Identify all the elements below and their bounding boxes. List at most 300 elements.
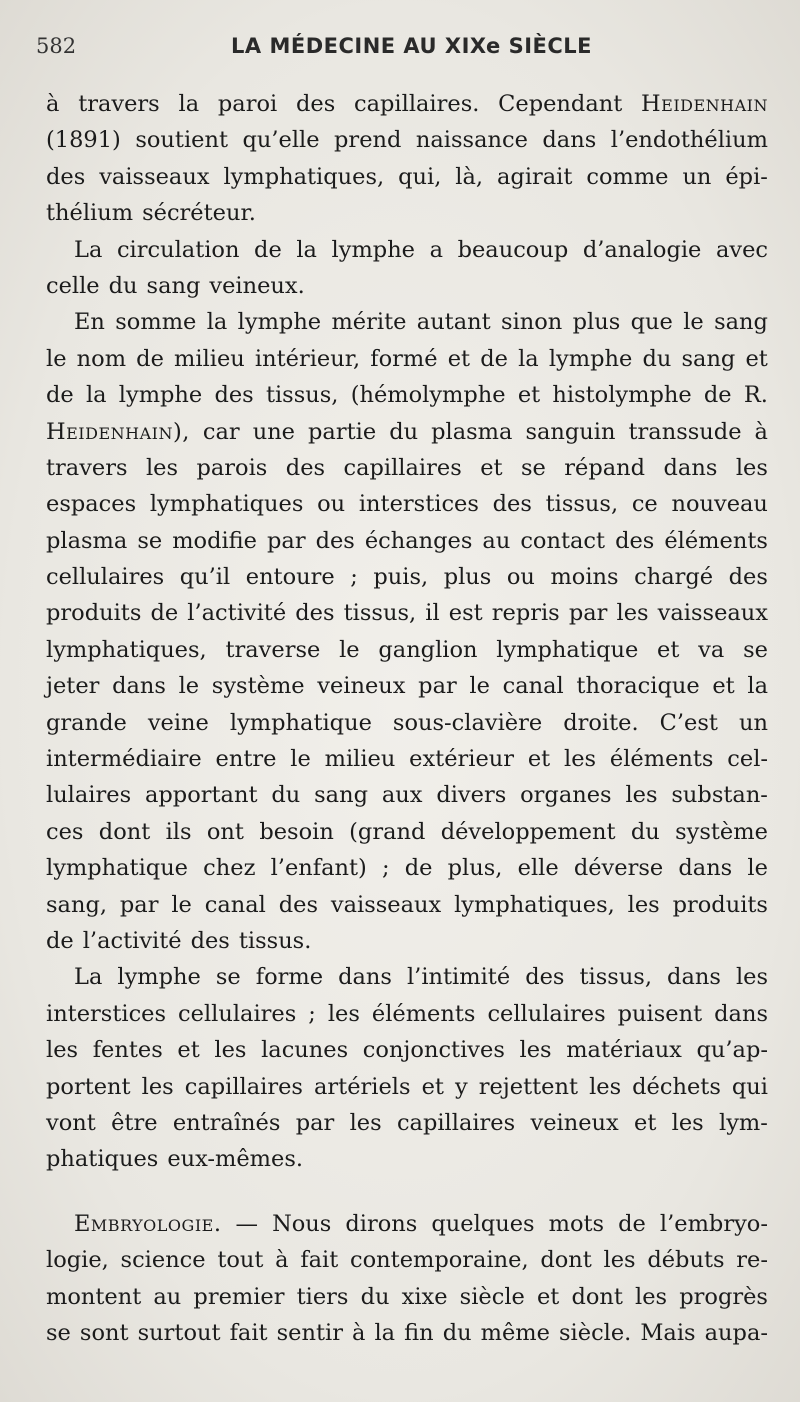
word: vaisseaux <box>330 891 442 918</box>
word: se <box>215 964 241 991</box>
word: veineux <box>317 673 406 700</box>
word: par <box>295 1109 335 1136</box>
word: du <box>642 345 672 372</box>
word: échanges <box>364 527 473 554</box>
word: dans <box>667 964 721 991</box>
word: eux-mêmes. <box>167 1146 304 1173</box>
word: dans <box>678 855 733 882</box>
word: plus <box>443 564 492 591</box>
word: la <box>518 345 539 372</box>
word: dans <box>714 1000 768 1027</box>
word: car <box>202 418 240 445</box>
word: ; <box>382 855 390 882</box>
word: dirons <box>345 1210 418 1237</box>
text-line <box>46 159 768 195</box>
word: les <box>145 454 179 481</box>
word: à <box>352 1319 366 1346</box>
word: soutient <box>135 127 228 154</box>
word: y <box>454 1073 468 1100</box>
word: sang <box>714 309 768 336</box>
word: sang <box>681 345 736 372</box>
word: parois <box>196 454 268 481</box>
word: par <box>119 891 159 918</box>
running-head <box>36 34 766 64</box>
word: lymphatiques <box>149 491 304 518</box>
word: les <box>141 1073 174 1100</box>
word: éléments <box>609 746 714 773</box>
word: mérite <box>331 309 407 336</box>
word: matériaux <box>566 1037 682 1064</box>
word: et <box>421 1073 444 1100</box>
word: Nous <box>272 1210 332 1237</box>
word: grande <box>46 709 127 736</box>
word: sentir <box>276 1319 343 1346</box>
word: vaisseaux <box>657 600 768 627</box>
word: lymphe <box>548 345 633 372</box>
text-line <box>46 195 768 231</box>
word: par <box>267 527 306 554</box>
word: les <box>616 600 649 627</box>
word: l’embryo- <box>659 1210 768 1237</box>
word: des <box>295 91 336 117</box>
word: plasma <box>46 527 128 554</box>
word: dans <box>542 127 597 154</box>
word: des <box>728 564 768 591</box>
word: les <box>635 1283 668 1310</box>
word: ; <box>308 1000 316 1027</box>
word: de <box>150 600 179 627</box>
word: et <box>177 1037 200 1064</box>
text-line <box>46 668 768 704</box>
word: rejettent <box>478 1073 579 1100</box>
word: La <box>74 236 103 263</box>
text-line <box>46 523 768 559</box>
word: se <box>46 1319 71 1346</box>
word: être <box>111 1109 158 1136</box>
word: sont <box>79 1319 129 1346</box>
word: des <box>278 891 318 918</box>
word: des <box>315 527 355 554</box>
word: divers <box>436 782 507 809</box>
word: système <box>211 673 305 700</box>
word: lym- <box>719 1109 768 1136</box>
word: lymphe <box>331 236 415 263</box>
word: Heidenhain), <box>46 418 190 445</box>
word: les <box>735 454 768 481</box>
text-line <box>46 1315 768 1351</box>
word: travers <box>46 454 128 481</box>
word: se <box>743 636 768 663</box>
word: dont <box>540 1247 592 1274</box>
text-line <box>46 122 768 158</box>
word: extérieur <box>409 746 515 773</box>
word: cel- <box>727 746 768 773</box>
word: apportant <box>144 782 258 809</box>
word: le <box>469 673 490 700</box>
word: interstices <box>358 491 479 518</box>
word: Heidenhain <box>641 91 768 117</box>
word: les <box>735 964 768 991</box>
word: dans <box>338 964 392 991</box>
word: vont <box>46 1109 96 1136</box>
word: qui <box>731 1073 768 1100</box>
word: forme <box>255 964 324 991</box>
word: aupa- <box>704 1319 768 1346</box>
word: sang, <box>46 891 108 918</box>
word: entoure <box>245 564 335 591</box>
word: sang <box>314 782 368 809</box>
word: canal <box>204 891 266 918</box>
text-line <box>46 414 768 450</box>
word: (1891) <box>46 127 121 154</box>
word: transsude <box>628 418 742 445</box>
word: cellulaires <box>487 1000 606 1027</box>
word: entre <box>215 746 277 773</box>
word: ou <box>317 491 346 518</box>
word: et <box>712 673 735 700</box>
word: lymphatique <box>229 709 372 736</box>
text-line <box>46 850 768 886</box>
word: lymphe <box>118 382 203 409</box>
text-line <box>46 1032 768 1068</box>
word: la <box>747 673 768 700</box>
word: cellulaires <box>178 1000 297 1027</box>
word: du <box>271 782 301 809</box>
word: dont <box>98 818 151 845</box>
word: celle <box>46 272 100 299</box>
word: surtout <box>137 1319 221 1346</box>
word: des <box>285 454 326 481</box>
word: système <box>675 818 768 845</box>
word: produits <box>46 600 142 627</box>
text-line <box>46 777 768 813</box>
word: et <box>634 1109 657 1136</box>
word: interstices <box>46 1000 167 1027</box>
word: C’est <box>659 709 718 736</box>
word: du <box>630 818 660 845</box>
word: des <box>214 382 254 409</box>
word: des <box>46 163 86 190</box>
word: quelques <box>431 1210 535 1237</box>
word: un <box>682 163 712 190</box>
word: a <box>429 236 443 263</box>
word: le <box>683 309 704 336</box>
word: du <box>360 1283 390 1310</box>
word: progrès <box>679 1283 768 1310</box>
word: besoin <box>259 818 334 845</box>
word: espaces <box>46 491 137 518</box>
text-line <box>46 1105 768 1141</box>
word: logie, <box>46 1247 109 1274</box>
text-line <box>46 377 768 413</box>
word: Embryologie. <box>74 1210 222 1237</box>
word: les <box>349 1109 382 1136</box>
word: lymphatiques, <box>454 891 615 918</box>
word: travers <box>78 91 160 117</box>
word: veine <box>147 709 209 736</box>
word: qu’elle <box>242 127 320 154</box>
text-line <box>46 1141 768 1177</box>
body-text <box>46 86 768 1351</box>
word: entraînés <box>172 1109 281 1136</box>
running-title: LA MÉDECINE AU XIXe SIÈCLE <box>231 34 592 58</box>
word: siècle. <box>559 1319 632 1346</box>
word: la <box>85 382 107 409</box>
word: fait <box>229 1319 268 1346</box>
word: sous-clavière <box>392 709 543 736</box>
word: le <box>46 345 67 372</box>
word: des <box>190 927 230 954</box>
text-line <box>46 1206 768 1242</box>
word: ils <box>165 818 192 845</box>
text-line <box>46 996 768 1032</box>
word: de <box>404 855 433 882</box>
text-line <box>46 268 768 304</box>
word: — <box>235 1210 259 1237</box>
word: de <box>703 382 732 409</box>
word: va <box>698 636 725 663</box>
word: répand <box>564 454 646 481</box>
word: plus <box>572 309 621 336</box>
text-line <box>46 1069 768 1105</box>
word: l’intimité <box>406 964 511 991</box>
word: il <box>425 600 440 627</box>
word: lulaires <box>46 782 132 809</box>
word: sang <box>146 272 201 299</box>
word: moins <box>550 564 619 591</box>
word: le <box>747 855 768 882</box>
word: phatiques <box>46 1146 159 1173</box>
word: prend <box>334 127 402 154</box>
word: canal <box>502 673 564 700</box>
word: comme <box>586 163 669 190</box>
word: contemporaine, <box>350 1247 529 1274</box>
word: par <box>568 600 608 627</box>
text-line <box>46 341 768 377</box>
word: les <box>564 746 597 773</box>
word: lymphatique <box>496 636 639 663</box>
word: les <box>519 1037 552 1064</box>
word: des <box>492 491 532 518</box>
word: nom <box>76 345 127 372</box>
word: et <box>745 345 768 372</box>
word: intérieur, <box>254 345 361 372</box>
word: substan- <box>671 782 768 809</box>
text-line <box>46 1242 768 1278</box>
text-line <box>46 705 768 741</box>
word: aux <box>381 782 423 809</box>
word: tissus. <box>238 927 312 954</box>
word: dont <box>571 1283 623 1310</box>
word: à <box>754 418 768 445</box>
text-line <box>46 232 768 268</box>
word: même <box>480 1319 550 1346</box>
word: épi- <box>725 163 768 190</box>
word: fentes <box>92 1037 163 1064</box>
word: les <box>214 1037 247 1064</box>
word: des <box>615 527 655 554</box>
word: de <box>618 1210 646 1237</box>
word: siècle <box>459 1283 525 1310</box>
word: au <box>482 527 511 554</box>
word: puis, <box>373 564 429 591</box>
word: agirait <box>497 163 573 190</box>
word: partie <box>308 418 377 445</box>
word: thoracique <box>576 673 700 700</box>
word: capillaires <box>396 1109 516 1136</box>
word: nouveau <box>671 491 768 518</box>
word: les <box>589 1073 622 1100</box>
word: capillaires. <box>354 91 480 117</box>
word: repris <box>491 600 560 627</box>
word: l’activité <box>187 600 287 627</box>
word: les <box>671 1109 704 1136</box>
word: ont <box>206 818 244 845</box>
word: les <box>627 891 660 918</box>
word: R. <box>743 382 768 409</box>
word: débuts <box>647 1247 725 1274</box>
word: l’activité <box>82 927 182 954</box>
word: lymphatiques, <box>46 636 207 663</box>
word: dans <box>112 673 166 700</box>
word: plasma <box>431 418 513 445</box>
word: les <box>625 782 658 809</box>
word: du <box>442 1319 472 1346</box>
word: un <box>738 709 768 736</box>
word: mots <box>548 1210 605 1237</box>
word: au <box>153 1283 182 1310</box>
word: se <box>137 527 163 554</box>
text-line <box>46 486 768 522</box>
word: par <box>418 673 457 700</box>
text-line <box>46 304 768 340</box>
text-line <box>46 741 768 777</box>
word: beaucoup <box>457 236 569 263</box>
text-line <box>46 595 768 631</box>
word: qu’il <box>179 564 231 591</box>
word: lacunes <box>261 1037 349 1064</box>
word: qui, <box>398 163 442 190</box>
word: lymphatique <box>46 855 188 882</box>
word: sanguin <box>525 418 616 445</box>
word: les <box>603 1247 636 1274</box>
word: re- <box>736 1247 768 1274</box>
word: xixe <box>401 1283 448 1310</box>
word: déchets <box>632 1073 721 1100</box>
word: elle <box>517 855 559 882</box>
text-line <box>46 86 768 122</box>
word: formé <box>370 345 438 372</box>
word: déverse <box>573 855 664 882</box>
word: histolymphe <box>552 382 692 409</box>
paragraph-gap <box>46 1178 768 1206</box>
word: artériels <box>314 1073 411 1100</box>
word: fin <box>404 1319 434 1346</box>
word: la <box>206 309 228 336</box>
word: tiers <box>296 1283 349 1310</box>
word: thélium <box>46 200 134 227</box>
word: La <box>74 964 103 991</box>
word: intermédiaire <box>46 746 202 773</box>
word: une <box>252 418 296 445</box>
word: l’endothélium <box>610 127 768 154</box>
word: veineux <box>530 1109 619 1136</box>
word: somme <box>115 309 197 336</box>
word: Cependant <box>498 91 623 117</box>
word: de <box>480 345 508 372</box>
word: le <box>178 673 200 700</box>
text-line <box>46 887 768 923</box>
word: fait <box>300 1247 339 1274</box>
word: science <box>120 1247 206 1274</box>
word: tout <box>217 1247 264 1274</box>
word: traverse <box>225 636 321 663</box>
text-line <box>46 559 768 595</box>
word: de <box>46 927 74 954</box>
word: tissus, <box>265 382 339 409</box>
word: En <box>74 309 105 336</box>
word: la <box>374 1319 396 1346</box>
word: contact <box>520 527 606 554</box>
word: tissus, <box>545 491 619 518</box>
word: ces <box>46 818 84 845</box>
word: d’analogie <box>582 236 702 263</box>
word: puisent <box>617 1000 703 1027</box>
word: chargé <box>634 564 714 591</box>
word: dans <box>663 454 718 481</box>
word: autant <box>416 309 491 336</box>
word: l’enfant) <box>270 855 367 882</box>
word: et <box>527 746 551 773</box>
text-line <box>46 1279 768 1315</box>
word: ; <box>350 564 358 591</box>
word: ce <box>631 491 658 518</box>
word: avec <box>715 236 768 263</box>
word: lymphatiques, <box>223 163 385 190</box>
word: droite. <box>563 709 639 736</box>
word: et <box>480 454 503 481</box>
word: des <box>525 964 565 991</box>
word: milieu <box>174 345 245 372</box>
word: de <box>254 236 282 263</box>
word: éléments <box>371 1000 476 1027</box>
word: et <box>517 382 541 409</box>
word: (hémolymphe <box>350 382 506 409</box>
word: la <box>296 236 317 263</box>
word: développement <box>440 818 616 845</box>
word: capillaires <box>343 454 462 481</box>
word: modifie <box>172 527 257 554</box>
word: des <box>295 600 335 627</box>
text-line <box>46 632 768 668</box>
word: tissus, <box>579 964 653 991</box>
word: ganglion <box>378 636 478 663</box>
word: organes <box>520 782 612 809</box>
word: le <box>290 746 311 773</box>
word: premier <box>193 1283 285 1310</box>
word: du <box>389 418 419 445</box>
word: paroi <box>217 91 278 117</box>
word: tissus, <box>343 600 417 627</box>
word: naissance <box>415 127 528 154</box>
word: sécréteur. <box>142 200 256 227</box>
word: conjonctives <box>362 1037 505 1064</box>
text-line <box>46 450 768 486</box>
text-line <box>46 923 768 959</box>
word: veineux. <box>209 272 305 299</box>
word: produits <box>672 891 768 918</box>
word: ou <box>506 564 535 591</box>
